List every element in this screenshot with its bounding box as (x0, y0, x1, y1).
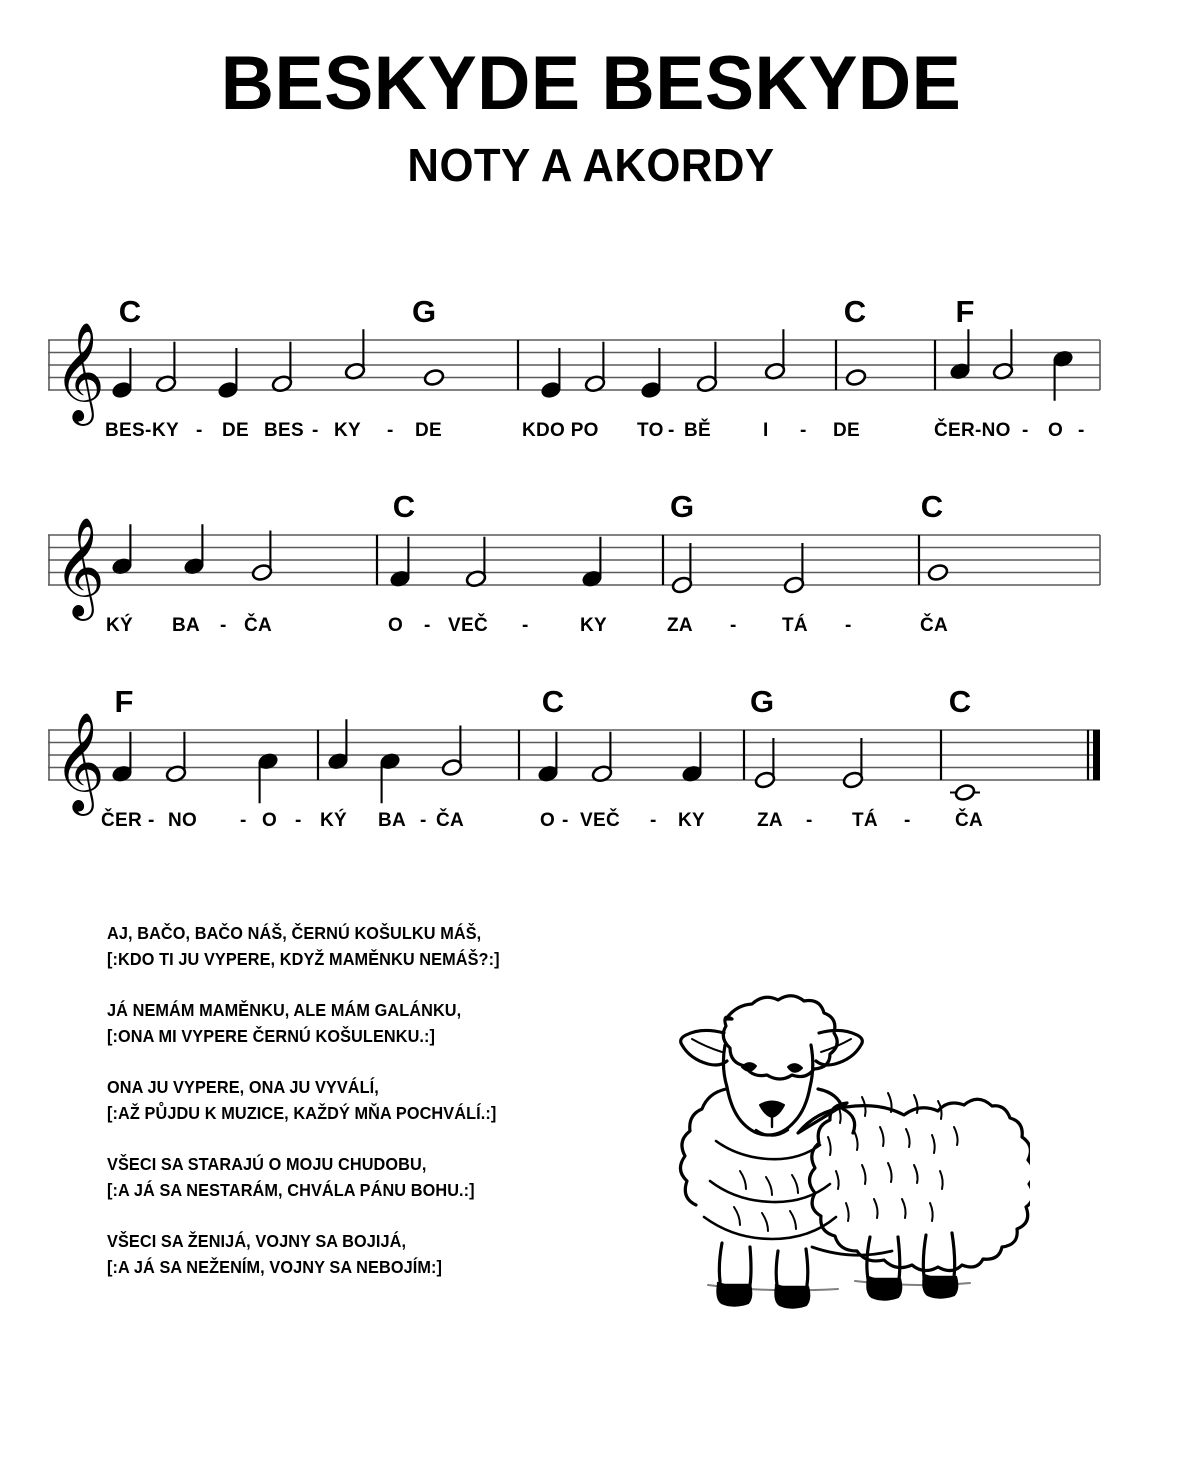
lyric-syllable: KDO PO (522, 420, 599, 441)
chord-symbol: C (948, 684, 972, 719)
chord-symbol: G (411, 294, 437, 329)
lyric-syllable: KY (580, 615, 607, 636)
note-half (465, 537, 487, 588)
verse-5 (107, 1228, 577, 1280)
note-quarter (640, 348, 662, 399)
note-half (155, 342, 177, 393)
note-quarter (183, 524, 205, 575)
verse-line: AJ, BAČO, BAČO NÁŠ, ČERNÚ KOŠULKU MÁŠ, (107, 923, 482, 943)
lyric-syllable: VEČ (448, 615, 488, 636)
lyric-syllable: - (424, 615, 431, 636)
lyric-syllable: ČA (244, 615, 273, 636)
chord-symbol: C (541, 684, 565, 719)
note-half (584, 342, 606, 393)
lyric-syllable: - (220, 615, 227, 636)
lyric-syllable: - (240, 810, 247, 831)
lyric-syllable: KÝ (106, 615, 133, 636)
note-quarter (111, 524, 133, 575)
lyric-syllable: - (1078, 420, 1085, 441)
note-quarter (681, 732, 703, 783)
chord-symbol: C (920, 489, 944, 524)
note-half (783, 543, 805, 594)
verse-line: [:KDO TI JU VYPERE, KDYŽ MAMĚNKU NEMÁŠ?:] (107, 949, 500, 969)
lyric-syllable: ČA (920, 615, 949, 636)
lyric-syllable: DE (415, 420, 442, 441)
lyric-syllable: I (763, 420, 769, 441)
lyric-syllable: O (1048, 420, 1064, 441)
lyric-syllable: ČA (436, 810, 465, 831)
notehead (954, 783, 976, 802)
treble-clef-icon: 𝄞 (54, 322, 105, 422)
note-half (754, 738, 776, 789)
note-whole (845, 368, 867, 387)
lyric-syllable: ČER-NO (934, 420, 1011, 441)
notehead (927, 563, 949, 582)
staff-system-2-svg (0, 477, 1182, 672)
verse-line: VŠECI SA STARAJÚ O MOJU CHUDOBU, (107, 1154, 427, 1174)
note-quarter (540, 348, 562, 399)
note-half (671, 543, 693, 594)
lyric-syllable: ZA (757, 810, 783, 831)
lyric-syllable: DE (833, 420, 860, 441)
lyrics-block (107, 920, 577, 1280)
note-quarter (379, 752, 401, 803)
note-half (696, 342, 718, 393)
chord-symbol: C (118, 294, 142, 329)
note-quarter (257, 752, 279, 803)
note-half (251, 531, 273, 582)
lyric-syllable: BĚ (684, 420, 711, 441)
lyric-syllable: - (312, 420, 319, 441)
treble-clef-icon: 𝄞 (54, 517, 105, 617)
lyric-syllable: KY (152, 420, 179, 441)
music-score (0, 282, 1182, 867)
lyric-syllable: BA (172, 615, 201, 636)
note-whole (423, 368, 445, 387)
lyric-syllable: KY (678, 810, 705, 831)
verse-line: [:AŽ PŮJDU K MUZICE, KAŽDÝ MŇA POCHVÁLÍ.:] (107, 1103, 497, 1123)
chord-symbol: G (669, 489, 695, 524)
staff-system-3-svg (0, 672, 1182, 867)
lyric-syllable: - (196, 420, 203, 441)
final-barline-thick (1093, 730, 1100, 780)
note-half (992, 329, 1014, 380)
lyric-syllable: TÁ (852, 810, 878, 831)
verse-line: VŠECI SA ŽENIJÁ, VOJNY SA BOJIJÁ, (107, 1231, 407, 1251)
lyric-syllable: - (387, 420, 394, 441)
lyric-syllable: O (388, 615, 404, 636)
lyric-syllable: BES (264, 420, 304, 441)
page-title: BESKYDE BESKYDE (220, 41, 962, 126)
lyric-syllable: - (845, 615, 852, 636)
chord-symbol: F (114, 684, 134, 719)
note-quarter (217, 348, 239, 399)
lyric-syllable: - (800, 420, 807, 441)
lyric-syllable: TO (637, 420, 664, 441)
lyric-syllable: ZA (667, 615, 693, 636)
chord-symbol: G (749, 684, 775, 719)
verse-2 (107, 997, 577, 1049)
chord-symbol: F (955, 294, 975, 329)
staff-system-3 (0, 672, 1182, 867)
page-subtitle: NOTY A AKORDY (407, 139, 775, 191)
lyric-syllable: - (562, 810, 569, 831)
verse-line: [:A JÁ SA NESTARÁM, CHVÁLA PÁNU BOHU.:] (107, 1180, 475, 1200)
note-quarter (581, 537, 603, 588)
staff-system-1 (0, 282, 1182, 477)
lyric-syllable: O (262, 810, 278, 831)
lyric-syllable: KY (334, 420, 361, 441)
lyric-syllable: ČA (955, 810, 984, 831)
note-quarter (389, 537, 411, 588)
sheep-icon (630, 985, 1030, 1315)
title-block (0, 0, 1182, 191)
lyric-syllable: - (650, 810, 657, 831)
lyric-syllable: - (1022, 420, 1029, 441)
lyric-syllable: BA (378, 810, 407, 831)
staff-system-1-svg (0, 282, 1182, 477)
lyric-syllable: O (540, 810, 556, 831)
note-half (441, 726, 463, 777)
lyric-syllable: KÝ (320, 810, 347, 831)
lyric-syllable: - (522, 615, 529, 636)
note-quarter (327, 719, 349, 770)
staff-system-2 (0, 477, 1182, 672)
note-half (165, 732, 187, 783)
lyric-syllable: - (806, 810, 813, 831)
verse-line: JÁ NEMÁM MAMĚNKU, ALE MÁM GALÁNKU, (107, 1000, 462, 1020)
note-half (842, 738, 864, 789)
verse-line: ONA JU VYPERE, ONA JU VYVÁLÍ, (107, 1077, 379, 1097)
lyric-syllable: DE (222, 420, 249, 441)
chord-symbol: C (843, 294, 867, 329)
note-quarter (111, 348, 133, 399)
sheep-illustration (630, 985, 1030, 1315)
note-quarter (537, 732, 559, 783)
note-half (764, 329, 786, 380)
note-quarter (949, 329, 971, 380)
lyric-syllable: - (904, 810, 911, 831)
note-half (591, 732, 613, 783)
treble-clef-icon: 𝄞 (54, 712, 105, 812)
lyric-syllable: TÁ (782, 615, 808, 636)
notehead (423, 368, 445, 387)
lyric-syllable: - (295, 810, 302, 831)
verse-3 (107, 1074, 577, 1126)
verse-1 (107, 920, 577, 972)
lyric-syllable: - (420, 810, 427, 831)
note-half (271, 342, 293, 393)
note-whole (927, 563, 949, 582)
lyric-syllable: NO (168, 810, 198, 831)
lyric-syllable: - (148, 810, 155, 831)
lyric-syllable: BES- (105, 420, 152, 441)
lyric-syllable: - (668, 420, 675, 441)
lyric-syllable: - (730, 615, 737, 636)
note-half (344, 329, 366, 380)
note-quarter (1052, 349, 1074, 400)
chord-symbol: C (392, 489, 416, 524)
verse-4 (107, 1151, 577, 1203)
note-quarter (111, 732, 133, 783)
lyric-syllable: ČER (101, 810, 143, 831)
verse-line: [:A JÁ SA NEŽENÍM, VOJNY SA NEBOJÍM:] (107, 1257, 443, 1277)
lyric-syllable: VEČ (580, 810, 620, 831)
note-whole (950, 783, 980, 802)
verse-line: [:ONA MI VYPERE ČERNÚ KOŠULENKU.:] (107, 1026, 436, 1046)
notehead (845, 368, 867, 387)
